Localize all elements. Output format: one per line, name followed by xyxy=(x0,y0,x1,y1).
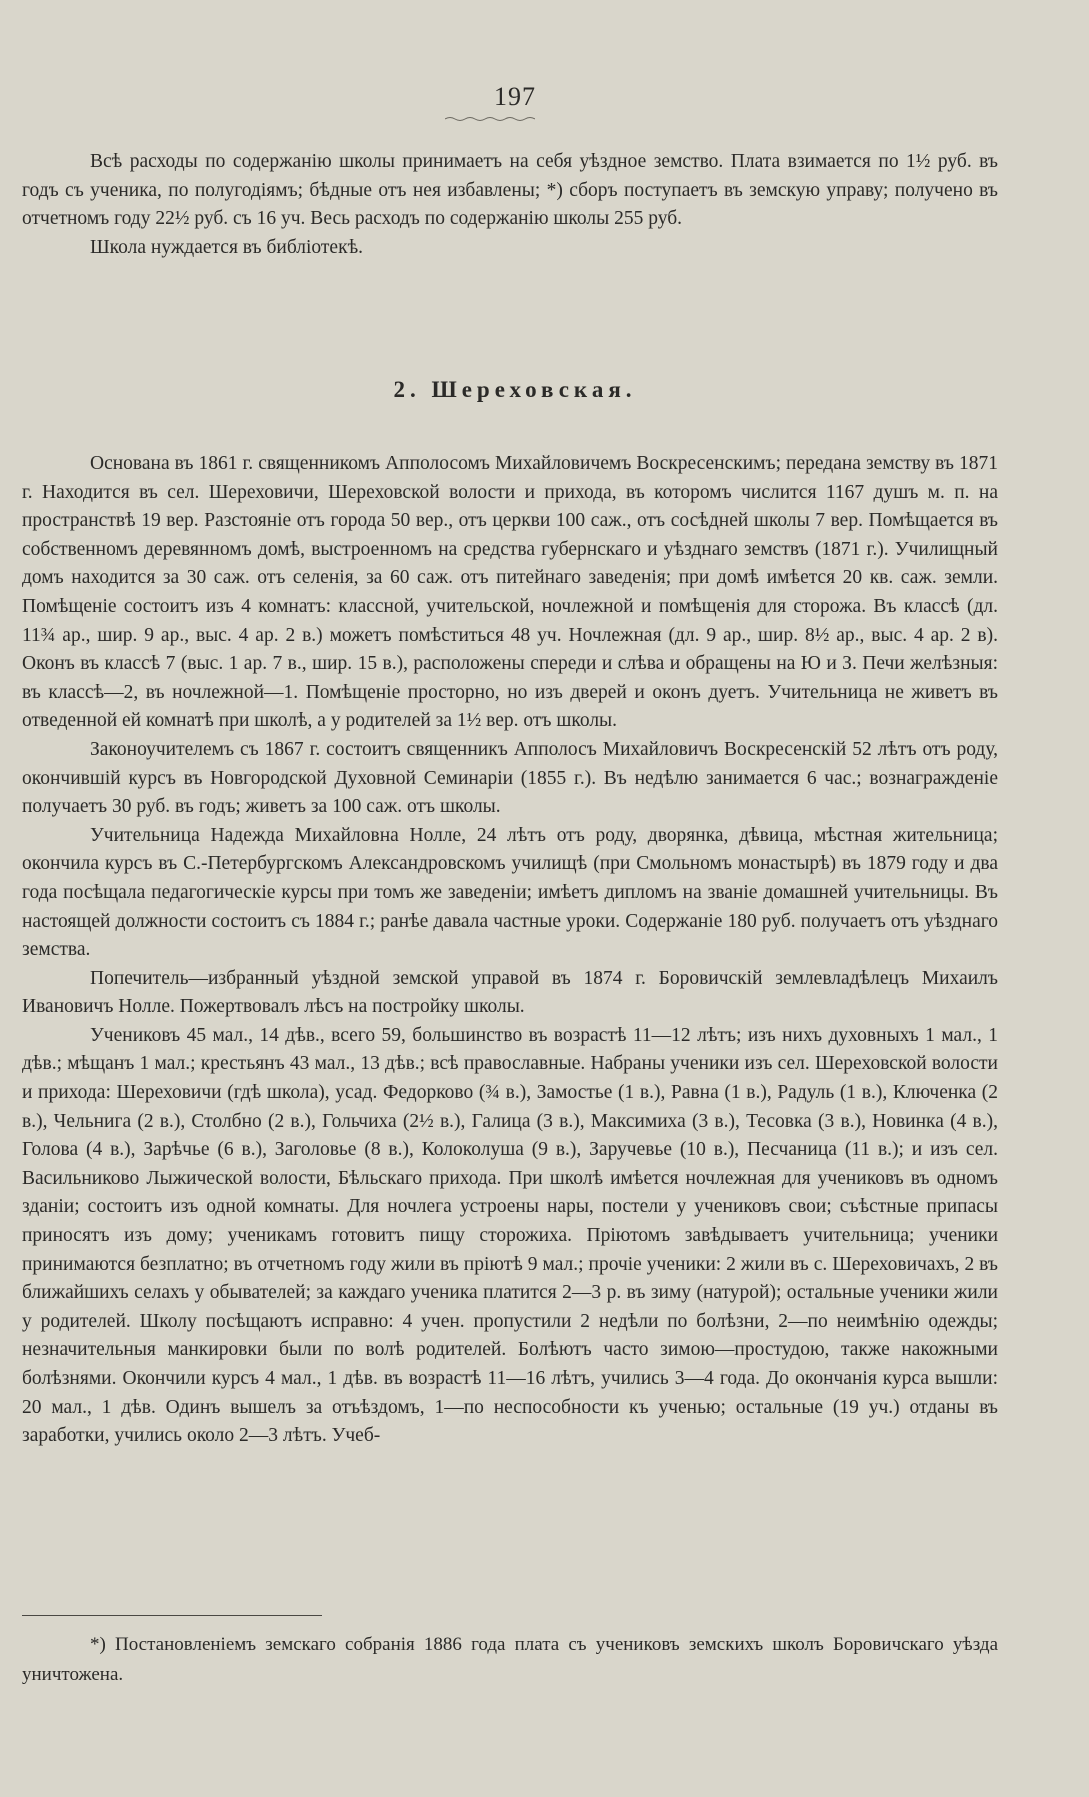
body-paragraph: Учениковъ 45 мал., 14 дѣв., всего 59, большинство въ возрастѣ 11—12 лѣтъ; изъ нихъ духовныхъ 1 мал., 1 дѣв.; мѣщанъ 1 мал.; крестьянъ 43 мал., 13 дѣв.; всѣ православные. Набраны ученики изъ сел. Шереховской волости и прихода: Шереховичи (гдѣ школа), усад. Федорково (¾ в.), Замостье (1 в.), Равна (1 в.), Радуль (1 в.), Ключенка (2 в.), Чельнига (2 в.), Столбно (2 в.), Гольчиха (2½ в.), Галица (3 в.), Максимиха (3 в.), Тесовка (3 в.), Новинка (4 в.), Голова (4 в.), Зарѣчье (6 в.), Заголовье (8 в.), Колоколуша (9 в.), Заручевье (10 в.), Песчаница (11 в.); и изъ сел. Васильниково Лыжической волости, Бѣльскаго прихода. При школѣ имѣется ночлежная для учениковъ въ одномъ зданіи; состоитъ изъ одной комнаты. Для ночлега устроены нары, постели у учениковъ свои; съѣстные припасы приносятъ изъ дому; ученикамъ готовитъ пищу сторожиха. Пріютомъ завѣдываетъ учительница; ученики принимаются безплатно; въ отчетномъ году жили въ пріютѣ 9 мал.; прочіе ученики: 2 жили въ с. Шереховичахъ, 2 въ ближайшихъ селахъ у обывателей; за каждаго ученика платится 2—3 р. въ зиму (натурой); остальные ученики жили у родителей. Школу посѣщаютъ исправно: 4 учен. пропустили 2 недѣли по болѣзни, 2—по неимѣнію одежды; незначительныя манкировки были по волѣ родителей. Болѣютъ часто зимою—простудою, также накожными болѣзнями. Окончили курсъ 4 мал., 1 дѣв. въ возрастѣ 11—16 лѣтъ, учились 3—4 года. До окончанія курса вышли: 20 мал., 1 дѣв. Одинъ вышелъ за отъѣздомъ, 1—по неспособности къ ученью; остальные (19 уч.) отданы въ заработки, учились около 2—3 лѣтъ. Учеб- xyxy=(22,1024,998,1447)
body-paragraph: Основана въ 1861 г. священникомъ Апполосомъ Михайловичемъ Воскресенскимъ; передана земству въ 1871 г. Находится въ сел. Шереховичи, Шереховской волости и прихода, въ которомъ числится 1167 душъ м. п. на пространствѣ 19 вер. Разстояніе отъ города 50 вер., отъ церкви 100 саж., отъ сосѣдней школы 7 вер. Помѣщается въ собственномъ деревянномъ домѣ, выстроенномъ на средства губернскаго и уѣзднаго земствъ (1871 г.). Училищный домъ находится за 30 саж. отъ селенія, за 60 саж. отъ питейнаго заведенія; при домѣ имѣется 20 кв. саж. земли. Помѣщеніе состоитъ изъ 4 комнатъ: классной, учительской, ночлежной и помѣщенія для сторожа. Въ классѣ (дл. 11¾ ар., шир. 9 ар., выс. 4 ар. 2 в.) можетъ помѣститься 48 уч. Ночлежная (дл. 9 ар., шир. 8½ ар., выс. 4 ар. 2 в). Оконъ въ классѣ 7 (выс. 1 ар. 7 в., шир. 15 в.), расположены спереди и слѣва и обращены на Ю и З. Печи желѣзныя: въ классѣ—2, въ ночлежной—1. Помѣщеніе просторно, но изъ дверей и оконъ дуетъ. Учительница не живетъ въ отведенной ей комнатѣ при школѣ, а у родителей за 1½ вер. отъ школы. xyxy=(22,453,998,732)
footnote xyxy=(22,1630,998,1690)
footnote-text: *) Постановленіемъ земскаго собранія 1886 года плата съ учениковъ земскихъ школъ Боровичскаго уѣзда уничтожена. xyxy=(22,1634,998,1685)
body-paragraph: Законоучителемъ съ 1867 г. состоитъ священникъ Апполосъ Михайловичъ Воскресенскій 52 лѣтъ отъ роду, окончившій курсъ въ Новгородской Духовной Семинаріи (1855 г.). Въ недѣлю занимается 6 час.; вознагражденіе получаетъ 30 руб. въ годъ; живетъ за 100 саж. отъ школы. xyxy=(22,738,998,818)
page-number: 197 xyxy=(494,82,536,111)
page-number-ornament xyxy=(445,116,535,122)
body-paragraph: Попечитель—избранный уѣздной земской управой въ 1874 г. Боровичскій землевладѣлецъ Михаилъ Ивановичъ Нолле. Пожертвовалъ лѣсъ на постройку школы. xyxy=(22,967,998,1018)
main-section xyxy=(22,450,998,1451)
body-paragraph: Учительница Надежда Михайловна Нолле, 24 лѣтъ отъ роду, дворянка, дѣвица, мѣстная жительница; окончила курсъ въ С.-Петербургскомъ Александровскомъ училищѣ (при Смольномъ монастырѣ) въ 1879 году и два года посѣщала педагогическіе курсы при томъ же заведеніи; имѣетъ дипломъ на званіе домашней учительницы. Въ настоящей должности состоитъ съ 1884 г.; ранѣе давала частные уроки. Содержаніе 180 руб. получаетъ отъ уѣзднаго земства. xyxy=(22,824,998,961)
intro-paragraph: Всѣ расходы по содержанію школы принимаетъ на себя уѣздное земство. Плата взимается по 1½ руб. въ годъ съ ученика, по полугодіямъ; бѣдные отъ нея избавлены; *) сборъ поступаетъ въ земскую управу; получено въ отчетномъ году 22½ руб. съ 16 уч. Весь расходъ по содержанію школы 255 руб. xyxy=(22,151,998,230)
intro-section xyxy=(22,148,998,262)
footnote-divider xyxy=(22,1615,322,1616)
intro-paragraph: Школа нуждается въ библіотекѣ. xyxy=(90,236,364,258)
section-title: 2. Шереховская. xyxy=(393,377,637,402)
